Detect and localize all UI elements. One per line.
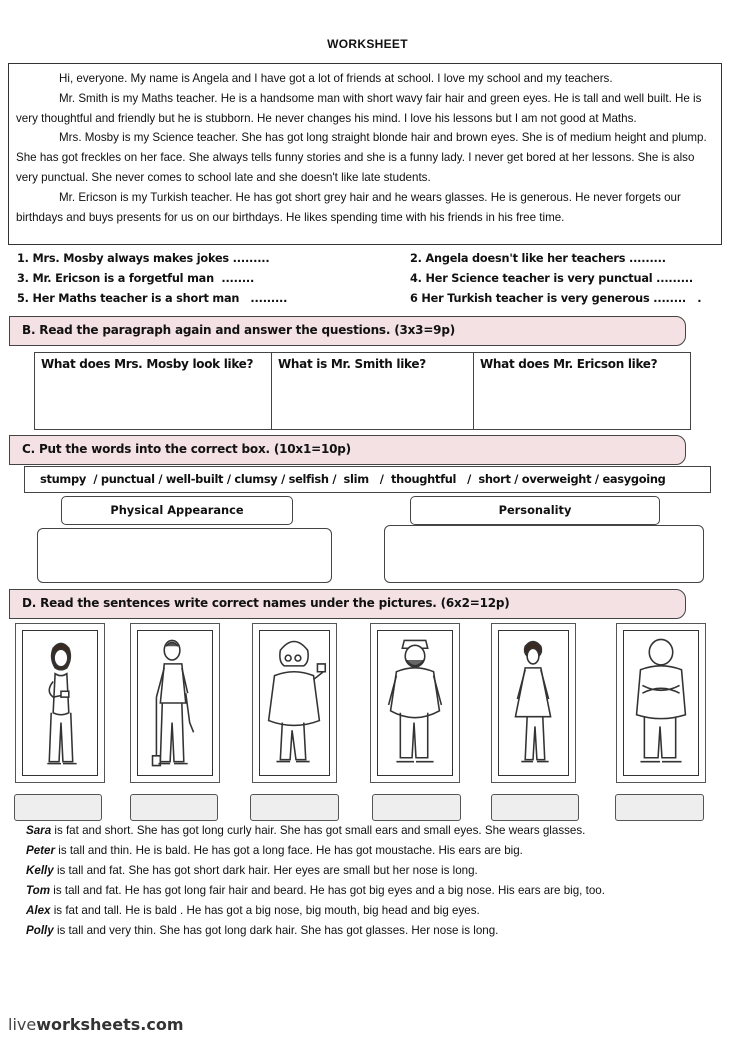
picture-3 [252,623,337,783]
picture-5 [491,623,576,783]
worksheet-title: WORKSHEET [327,37,408,51]
paragraph-3: Mrs. Mosby is my Science teacher. She has got long straight blonde hair and brown eyes. She is of medium height and plump. She has got freckles on her face. She always tells funny stories and she is a funny lady. I never get bored at her lessons. She is also very punctual. She never comes to school late and she doesn't like late students. [16,131,707,184]
category-physical-appearance: Physical Appearance [61,496,293,525]
description-tom: Tom is tall and fat. He has got long fair hair and beard. He has got big eyes and a big nose. His ears are big, too. [26,884,605,897]
description-alex: Alex is fat and tall. He is bald . He has got a big nose, big mouth, big head and big eyes. [26,904,480,917]
picture-2 [130,623,220,783]
name-box-1[interactable] [14,794,102,821]
picture-1 [15,623,105,783]
question-3: What does Mr. Ericson like? [480,357,658,371]
statement-1: 1. Mrs. Mosby always makes jokes ......... [17,252,270,265]
name-box-6[interactable] [615,794,704,821]
question-cell-2[interactable] [272,353,474,429]
description-sara: Sara is fat and short. She has got long curly hair. She has got small ears and small eyes. She wears glasses. [26,824,586,837]
section-b-heading: B. Read the paragraph again and answer the questions. (3x3=9p) [9,316,686,346]
liveworksheets-logo: liveworksheets.com [8,1015,184,1034]
word-bank: stumpy / punctual / well-built / clumsy / selfish / slim / thoughtful / short / overweight / easygoing [24,466,711,493]
woman-holding-cup-icon [16,624,104,782]
reading-passage [8,63,722,245]
statement-2: 2. Angela doesn't like her teachers ......... [410,252,666,265]
picture-4 [370,623,460,783]
name-box-5[interactable] [491,794,579,821]
description-peter: Peter is tall and thin. He is bald. He has got a long face. He has got moustache. His ears are big. [26,844,523,857]
paragraph-1: Hi, everyone. My name is Angela and I have got a lot of friends at school. I love my school and my teachers. [59,72,613,85]
statement-5: 5. Her Maths teacher is a short man ......... [17,292,288,305]
name-box-4[interactable] [372,794,461,821]
statement-3: 3. Mr. Ericson is a forgetful man ........ [17,272,255,285]
name-box-2[interactable] [130,794,218,821]
category-personality: Personality [410,496,660,525]
picture-6 [616,623,706,783]
physical-appearance-box[interactable] [37,528,332,583]
questions-table [34,352,691,430]
name-box-3[interactable] [250,794,339,821]
section-c-heading: C. Put the words into the correct box. (10x1=10p) [9,435,686,465]
description-kelly: Kelly is tall and fat. She has got short dark hair. Her eyes are small but her nose is long. [26,864,478,877]
description-polly: Polly is tall and very thin. She has got long dark hair. She has got glasses. Her nose is long. [26,924,499,937]
statement-4: 4. Her Science teacher is very punctual ......... [410,272,693,285]
question-cell-1[interactable] [35,353,272,429]
fat-man-with-beard-icon [371,624,459,782]
bald-fat-man-arms-crossed-icon [617,624,705,782]
personality-box[interactable] [384,525,704,583]
paragraph-4: Mr. Ericson is my Turkish teacher. He has got short grey hair and he wears glasses. He is generous. He never forgets our birthdays and buys presents for us on our birthdays. He likes spending time with his friends in his free time. [16,190,681,224]
question-cell-3[interactable] [474,353,690,429]
old-woman-with-glasses-icon [253,624,336,782]
statement-6: 6 Her Turkish teacher is very generous ........ . [410,292,702,305]
paragraph-2: Mr. Smith is my Maths teacher. He is a handsome man with short wavy fair hair and green eyes. He is tall and well built. He is very thoughtful and friendly but he is stubborn. He never changes his mind. I love his lessons but I am not good at Maths. [16,91,702,125]
question-1: What does Mrs. Mosby look like? [41,357,254,371]
section-d-heading: D. Read the sentences write correct names under the pictures. (6x2=12p) [9,589,686,619]
thin-woman-in-dress-icon [492,624,575,782]
question-2: What is Mr. Smith like? [278,357,426,371]
old-man-with-shovel-icon [131,624,219,782]
